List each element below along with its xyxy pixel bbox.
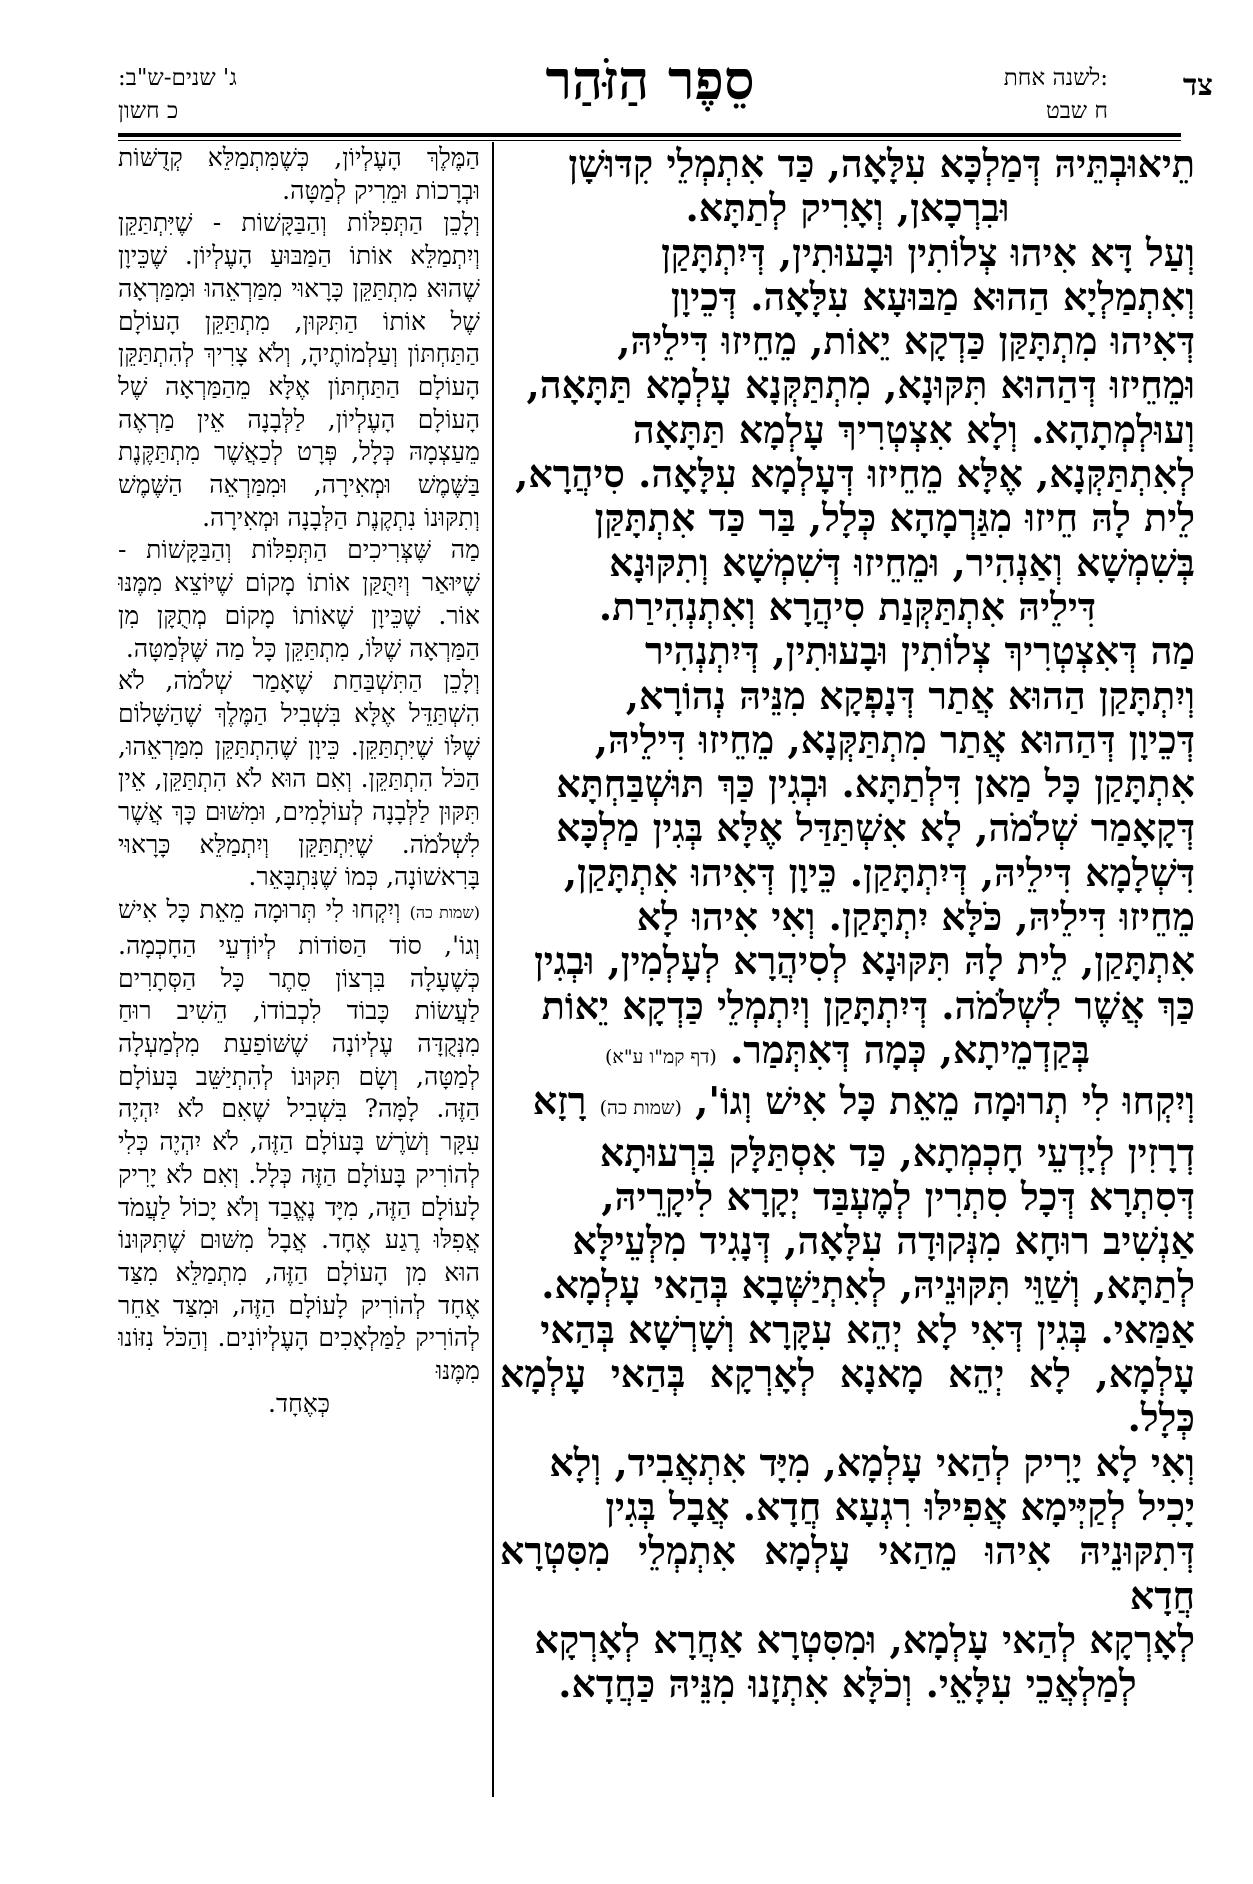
main-line: וְעוּלְמְתָהָא. וְלָא אִצְטְרִיךְ עָלְמָא תַּתָּאָה	[632, 406, 1195, 452]
main-line-text: וְיִקְחוּ לִי תְרוּמָה מֵאֵת כָּל אִישׁ וְגוֹ',	[695, 1078, 1195, 1124]
shemot-reference: (שמות כה)	[409, 903, 480, 923]
main-line: אַמַּאי. בְּגִין דְּאִי לָא יְהֵא עִקָּרָא וְשָׁרְשָׁא בְּהַאי	[540, 1306, 1195, 1352]
header-rule-thin	[118, 140, 1181, 141]
main-line: מֵחֵיזוּ דִּילֵיהּ, כֹּלָּא יִתְתָּקַן. וְאִי אִיהוּ לָא	[636, 894, 1195, 940]
main-line: דְּכֵיוָן דְּהַהוּא אֲתַר מִתְתַּקְּנָא, מֵחֵיזוּ דִּילֵיהּ,	[594, 716, 1195, 762]
header-right-info	[1004, 62, 1108, 128]
header-left-bottom: כ חשון	[118, 98, 179, 124]
header-right-bottom: ח שבט	[1045, 98, 1108, 124]
main-line: אַנְשִׁיב רוּחָא מִנְּקוּדָה עִלָּאָה, דְּנָגִיד מִלְּעֵילָּא	[572, 1218, 1195, 1264]
translation-paragraph: וְלָכֵן הַתְּפִלּוֹת וְהַבַּקָּשׁוֹת - שֶׁיִּתְתַּקֵּן וְיִתְמַלֵּא אוֹתוֹ הַמַּבּוּעַ הָעֶלְיוֹן. שֶׁכֵּיוָן שֶׁהוּא מִתְתַּקֵּן כָּרָאוּי מִמַּרְאֵהוּ וּמִמַּרְאָה שֶׁל אוֹתוֹ הַתִּקּוּן, מִתְתַּקֵּן הָעוֹלָם הַתַּחְתּוֹן וְעַלְמוֹתֶיהָ, וְלֹא צָרִיךְ לְהִתְתַּקֵּן הָעוֹלָם הַתַּחְתּוֹן אֶלָּא מֵהַמַּרְאָה שֶׁל הָעוֹלָם הָעֶלְיוֹן, לַלְּבָנָה אֵין מַרְאֶה מֵעַצְמָהּ כְּלָל, פְּרָט לְכַאֲשֶׁר מִתְתַּקֶּנֶת בַּשֶּׁמֶשׁ וּמְאִירָה, וּמִמַּרְאֵה הַשֶּׁמֶשׁ וְתִקּוּנוֹ נִתְקֶנֶת הַלְּבָנָה וּמְאִירָה.	[118, 208, 480, 532]
main-line: לְתַתָּא, וְשַׁוֵּי תִּקּוּנֵיהּ, לְאִתְיַשְּׁבָא בְּהַאי עָלְמָא.	[541, 1262, 1195, 1308]
translation-paragraph-with-ref	[118, 894, 480, 1388]
main-line: לְאָרְקָא לְהַאי עָלְמָא, וּמִסִּטְרָא אַחֲרָא לְאָרְקָא	[534, 1616, 1195, 1662]
main-line: דְּאִיהוּ מִתְתָּקַּן כַּדְקָא יֵאוֹת, מֵחֵיזוּ דִּילֵיהּ,	[617, 318, 1195, 364]
header-left-top: ג' שנים-ש"ב:	[118, 65, 237, 91]
hebrew-translation-column	[118, 142, 480, 1792]
main-line-with-ref	[500, 1028, 1195, 1079]
main-line: תֵיאוּבְתֵּיהּ דְּמַלְכָּא עִלָּאָה, כַּד אִתְמְלֵי קִדּוּשָׁן	[568, 142, 1195, 186]
daf-reference: (דף קמ"ו ע"א)	[605, 1045, 717, 1068]
translation-paragraph: הַמֶּלֶךְ הָעֶלְיוֹן, כְּשֶׁמִּתְמַלֵּא קְדֻשּׁוֹת וּבְרָכוֹת וּמֵרִיק לְמַטָּה.	[118, 143, 480, 205]
main-line: דְרָזִין לְיָדְעֵי חָכְמְתָא, כַּד אִסְתַּלָּק בִּרְעוּתָא	[599, 1129, 1195, 1175]
main-line: דְּסִתְרָא דְּכָל סִתְרִין לְמֶעְבַּד יְקָרָא לִיקָרֵיהּ,	[601, 1173, 1195, 1219]
main-line: דְּקָאָמַר שְׁלֹמֹה, לָא אִשְׁתַּדַּל אֶלָּא בְּגִין מַלְכָּא	[556, 805, 1195, 851]
main-line: וְעַל דָּא אִיהוּ צְלוֹתִין וּבָעוּתִין, דְּיִתְתָּקַן	[661, 229, 1195, 275]
translation-paragraph: מַה שֶּׁצְּרִיכִים הַתְּפִלּוֹת וְהַבַּקָּשׁוֹת - שֶׁיּוּאַר וְיִתֻּקַּן אוֹתוֹ מָקוֹם שֶׁיּוֹצֵא מִמֶּנּוּ אוֹר. שֶׁכֵּיוָן שֶׁאוֹתוֹ מָקוֹם מְתֻקָּן מִן הַמַּרְאָה שֶׁלּוֹ, מִתְתַּקֵּן כָּל מַה שֶּׁלְּמַטָּה.	[118, 535, 480, 663]
header-right-top: לשנה אחת:	[1003, 65, 1108, 91]
page-number: צד	[1182, 68, 1213, 103]
main-line: לֵית לָהּ חֵיזוּ מִגַּרְמָהָא כְּלָל, בַּר כַּד אִתְתָּקַּן	[594, 495, 1195, 541]
translation-last-line: כְּאֶחָד.	[268, 1388, 330, 1418]
main-last-line: לְמַלְאֲכֵי עִלָּאֵי. וְכֹלָּא אִתְזָנוּ מִנֵּיהּ כַּחֲדָא.	[558, 1661, 1137, 1707]
book-title: סֵפֶר הַזֹּהַר	[545, 48, 755, 112]
aramaic-main-column	[500, 142, 1195, 1792]
main-line-text: בְּקַדְמֵיתָא, כְּמָה דְּאִתְּמַר.	[730, 1026, 1090, 1072]
main-line: אִתְתָּקַן, לֵית לָהּ תִּקּוּנָא לְסִיהֲרָא לְעָלְמִין, וּבְגִין	[534, 938, 1195, 984]
main-line: מַה דְּאִצְטְרִיךְ צְלוֹתִין וּבָעוּתִין, דְּיִתְנְהִיר	[645, 628, 1195, 674]
main-line: עָלְמָא, לָא יְהֵא מָאנָא לְאָרְקָא בְּהַאי עָלְמָא כְּלָל.	[500, 1351, 1195, 1441]
shemot-reference: (שמות כה)	[599, 1097, 682, 1120]
main-line-text: רָזָא	[532, 1078, 587, 1124]
translation-paragraph: וְלָכֵן הַתִּשְׁבַּחַת שֶׁאָמַר שְׁלֹמֹה, לֹא הִשְׁתַּדֵּל אֶלָּא בִּשְׁבִיל הַמֶּלֶךְ שֶׁהַשָּׁלוֹם שֶׁלּוֹ שֶׁיִּתְתַּקֵּן. כֵּיוָן שֶׁהִתְתַּקֵּן מִמַּרְאֵהוּ, הַכֹּל הִתְתַּקֵּן. וְאִם הוּא לֹא הִתְתַּקֵּן, אֵין תִּקּוּן לַלְּבָנָה לְעוֹלָמִים, וּמִשּׁוּם כָּךְ אֲשֶׁר לִשְׁלֹמֹה. שֶׁיִּתְתַּקֵּן וְיִתְמַלֵּא כָּרָאוּי בָּרִאשׁוֹנָה, כְּמוֹ שֶׁנִּתְבָּאֵר.	[118, 666, 480, 892]
header-left-info	[118, 62, 237, 128]
main-line: כַּךְ אֲשֶׁר לִשְׁלֹמֹה. דְּיִתְתָּקַן וְיִתְמְלֵי כַּדְקָא יֵאוֹת	[541, 982, 1195, 1028]
header-rule-thick	[118, 133, 1181, 137]
main-line: וְאִתְמַלְיָא הַהוּא מַבּוּעָא עִלָּאָה. דְּכֵיוָן	[670, 273, 1195, 319]
main-line: לְאִתְתַּקְּנָא, אֶלָּא מֵחֵיזוּ דְּעָלְמָא עִלָּאָה. סִיהֲרָא,	[515, 451, 1195, 497]
main-line: דְּתִקּוּנֵיהּ אִיהוּ מֵהַאי עָלְמָא אִתְמְלֵי מִסִּטְרָא חֲדָא	[500, 1528, 1195, 1618]
main-line: אִתְתָּקַן כָּל מַאן דִּלְתַתָּא. וּבְגִין כַּךְ תּוּשְׁבַּחְתָּא	[556, 761, 1195, 807]
main-line: וּמֵחֵיזוּ דְּהַהוּא תִּקּוּנָא, מִתְתַּקְּנָא עָלְמָא תַּתָּאָה,	[526, 362, 1195, 408]
main-line: יָכִיל לְקַיְּימָא אֲפִילּוּ רִגְעָא חֲדָא. אֲבָל בְּגִין	[605, 1483, 1195, 1529]
main-line: בְּשִׁמְשָׁא וְאַנְהִיר, וּמֵחֵיזוּ דְּשִׁמְשָׁא וְתִקּוּנָא	[609, 539, 1195, 585]
main-line: וּבִרְכָאן, וְאָרִיק לְתַתָּא.	[685, 185, 1010, 231]
main-line: וְאִי לָא יָרִיק לְהַאי עָלְמָא, מִיָּד אִתְאֲבִיד, וְלָא	[549, 1439, 1195, 1485]
main-line: דִּילֵיהּ אִתְתַּקְּנַת סִיהֲרָא וְאִתְנְהִירַת.	[598, 583, 1097, 629]
page-header	[0, 0, 1253, 135]
column-divider	[492, 142, 494, 1797]
main-line: וְיִתְתָּקַן הַהוּא אֲתַר דְּנָפְקָא מִנֵּיהּ נְהוֹרָא,	[625, 672, 1195, 718]
main-line: דִּשְׁלָמָא דִּילֵיהּ, דְּיִתְתָּקַן. כֵּיוָן דְּאִיהוּ אִתְתָּקַן,	[563, 849, 1195, 895]
translation-text: וְיִקְחוּ לִי תְּרוּמָה מֵאֵת כָּל אִישׁ וְגוֹ', סוֹד הַסּוֹדוֹת לְיוֹדְעֵי הַחָכְמָה. כְּשֶׁעָלָה בִּרְצוֹן סֵתֶר כָּל הַסְּתָרִים לַעֲשׂוֹת כָּבוֹד לִכְבוֹדוֹ, הֵשִׁיב רוּחַ מִנְּקֻדָּה עֶלְיוֹנָה שֶׁשּׁוֹפַעַת מִלְמַעְלָה לְמַטָּה, וְשָׂם תִּקּוּנוֹ לְהִתְיַשֵּׁב בָּעוֹלָם הַזֶּה. לָמָּה? בִּשְׁבִיל שֶׁאִם לֹא יִהְיֶה עִקָּר וְשֹׁרֶשׁ בָּעוֹלָם הַזֶּה, לֹא יִהְיֶה כְּלִי לְהוֹרִיק בָּעוֹלָם הַזֶּה כְּלָל. וְאִם לֹא יָרִיק לָעוֹלָם הַזֶּה, מִיָּד נֶאֱבַד וְלֹא יָכוֹל לַעֲמֹד אֲפִלּוּ רֶגַע אֶחָד. אֲבָל מִשּׁוּם שֶׁתִּקּוּנוֹ הוּא מִן הָעוֹלָם הַזֶּה, מִתְמַלֵּא מִצַּד אֶחָד לְהוֹרִיק לָעוֹלָם הַזֶּה, וּמִצַּד אַחֵר לְהוֹרִיק לַמַּלְאָכִים הָעֶלְיוֹנִים. וְהַכֹּל נִזּוֹנוּ מִמֶּנּוּ	[118, 895, 480, 1386]
main-line-with-ref	[500, 1079, 1195, 1130]
